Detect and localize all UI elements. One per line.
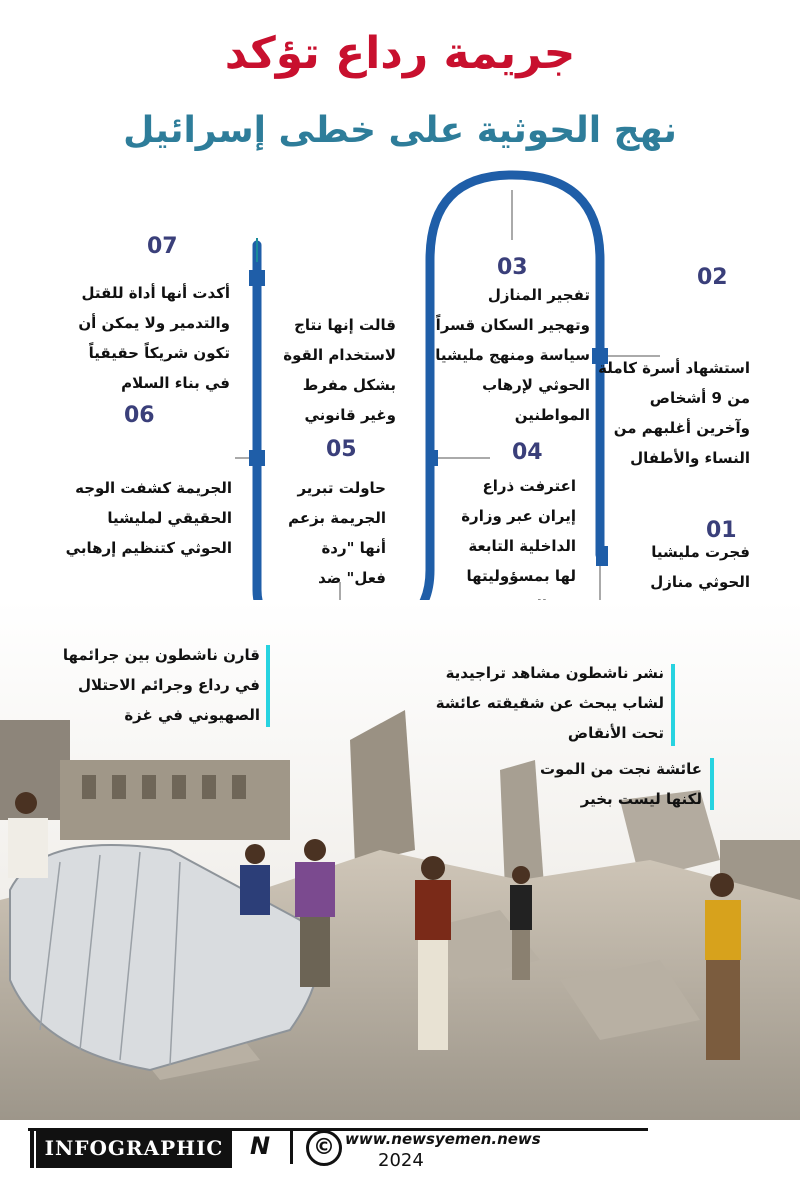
footer-separator xyxy=(290,1130,293,1164)
node-07 xyxy=(249,270,265,286)
event-number-03: 03 xyxy=(497,255,528,280)
event-number-04: 04 xyxy=(512,440,543,465)
note-bar-3 xyxy=(710,758,714,810)
newsyemen-logo-icon: N xyxy=(250,1132,271,1160)
note-bar-1 xyxy=(266,645,270,727)
note-bar-2 xyxy=(671,664,675,746)
event-number-05: 05 xyxy=(326,437,357,462)
event-number-02: 02 xyxy=(697,265,728,290)
event-text-06: الجريمة كشفت الوجه الحقيقي لمليشيا الحوثي كتنظيم إرهابي xyxy=(65,479,232,557)
event-text-05b: قالت إنها نتاج لاستخدام القوة بشكل مفرط وغير قانوني xyxy=(283,316,396,424)
side-note-aisha: عائشة نجت من الموت لكنها ليست بخير xyxy=(540,760,702,808)
footer-year: 2024 xyxy=(378,1150,424,1171)
event-text-07: أكدت أنها أداة للقتل والتدمير ولا يمكن أن تكون شريكاً حقيقياً في بناء السلام xyxy=(78,284,230,392)
event-number-06: 06 xyxy=(124,403,155,428)
event-number-07: 07 xyxy=(147,234,178,259)
event-text-04: اعترفت ذراع إيران عبر وزارة الداخلية التابعة لها بمسؤوليتها xyxy=(461,477,576,585)
copyright-icon: © xyxy=(306,1130,342,1166)
node-06 xyxy=(249,450,265,466)
node-04 xyxy=(426,450,438,466)
website-link[interactable]: www.newsyemen.news xyxy=(345,1130,541,1148)
event-text-03: تفجير المنازل وتهجير السكان قسراً سياسة ومنهج مليشيا الحوثي لإرهاب المواطنين xyxy=(435,286,590,424)
node-01 xyxy=(596,546,608,566)
event-text-05: حاولت تبرير الجريمة بزعم أنها "ردة فعل" ضد xyxy=(288,479,386,587)
event-text-01: فجرت مليشيا الحوثي منازل xyxy=(650,543,750,591)
side-note-video: نشر ناشطون مشاهد تراجيدية لشاب يبحث عن شقيقته عائشة تحت الأنقاض xyxy=(435,664,664,742)
brand-accent xyxy=(30,1128,34,1168)
event-number-01: 01 xyxy=(706,518,737,543)
infographic-badge: INFOGRAPHIC xyxy=(36,1128,232,1168)
event-text-02: استشهاد أسرة كاملة من 9 أشخاص وآخرين أغلبهم من النساء والأطفال xyxy=(598,359,750,467)
page-subtitle: نهج الحوثية على خطى إسرائيل xyxy=(123,110,677,151)
page-title: جريمة رداع تؤكد xyxy=(224,28,576,79)
side-note-gaza: قارن ناشطون بين جرائمها في رداع وجرائم الاحتلال الصهيوني في غزة xyxy=(62,646,260,724)
